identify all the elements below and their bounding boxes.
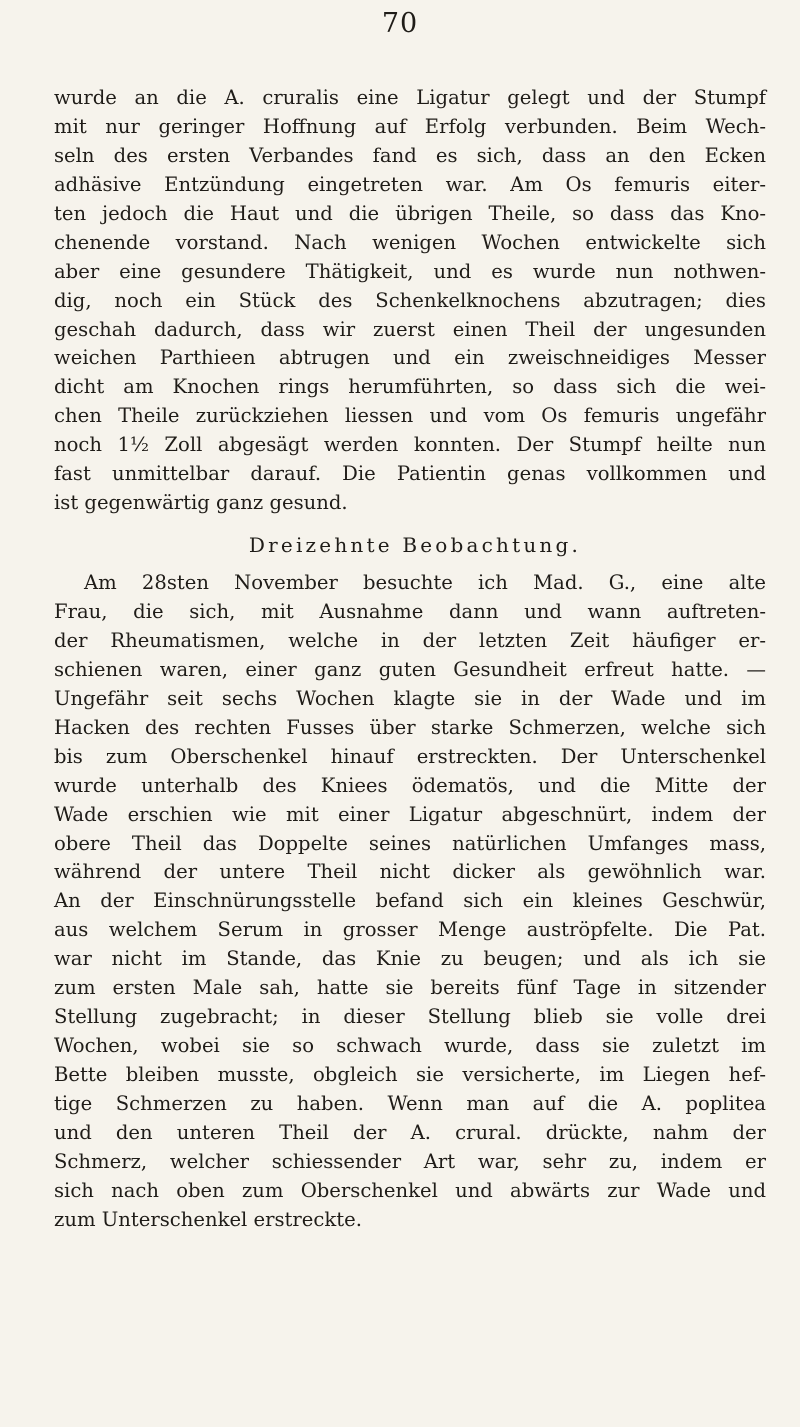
text-line: dig, noch ein Stück des Schenkelknochens abzutragen; dies <box>54 288 766 312</box>
text-line: bis zum Oberschenkel hinauf erstreckten. Der Unterschenkel <box>54 744 766 768</box>
text-line: ist gegenwärtig ganz gesund. <box>54 491 348 515</box>
text-line: Frau, die sich, mit Ausnahme dann und wann auftreten- <box>54 600 766 623</box>
text-line: dicht am Knochen rings herumführten, so dass sich die wei- <box>54 375 766 399</box>
text-line: obere Theil das Doppelte seines natürlichen Umfanges mass, <box>54 831 766 855</box>
text-line: tige Schmerzen zu haben. Wenn man auf die A. poplitea <box>54 1091 766 1115</box>
text-line: und den unteren Theil der A. crural. drückte, nahm der <box>54 1120 766 1144</box>
text-line: ten jedoch die Haut und die übrigen Theile, so dass das Kno- <box>54 201 766 225</box>
text-line: wurde an die A. cruralis eine Ligatur gelegt und der Stumpf <box>54 86 766 109</box>
text-line: der Rheumatismen, welche in der letzten Zeit häufiger er- <box>54 628 766 652</box>
paragraph-observation-thirteen <box>54 569 766 1235</box>
text-line: Schmerz, welcher schiessender Art war, sehr zu, indem er <box>54 1149 766 1173</box>
text-line: schienen waren, einer ganz guten Gesundheit erfreut hatte. — <box>54 657 766 681</box>
text-line: Bette bleiben musste, obgleich sie versicherte, im Liegen hef- <box>54 1063 766 1086</box>
text-line: geschah dadurch, dass wir zuerst einen Theil der ungesunden <box>54 317 766 341</box>
text-line: fast unmittelbar darauf. Die Patientin genas vollkommen und <box>54 462 766 486</box>
text-line: sich nach oben zum Oberschenkel und abwärts zur Wade und <box>54 1178 766 1202</box>
text-line: Am 28sten November besuchte ich Mad. G., eine alte <box>84 571 766 595</box>
text-line: zum Unterschenkel erstreckte. <box>54 1207 362 1231</box>
text-line: war nicht im Stande, das Knie zu beugen; und als ich sie <box>54 947 766 971</box>
text-line: Hacken des rechten Fusses über starke Schmerzen, welche sich <box>54 715 766 739</box>
text-line: aus welchem Serum in grosser Menge auströpfelte. Die Pat. <box>54 918 766 942</box>
text-line: zum ersten Male sah, hatte sie bereits fünf Tage in sitzender <box>54 976 766 1000</box>
section-heading: Dreizehnte Beobachtung. <box>248 533 582 558</box>
text-line: Wochen, wobei sie so schwach wurde, dass sie zuletzt im <box>54 1034 766 1058</box>
text-line: Wade erschien wie mit einer Ligatur abgeschnürt, indem der <box>54 802 766 826</box>
text-line: aber eine gesundere Thätigkeit, und es wurde nun nothwen- <box>54 259 766 283</box>
text-line: seln des ersten Verbandes fand es sich, dass an den Ecken <box>54 143 766 167</box>
text-line: chenende vorstand. Nach wenigen Wochen entwickelte sich <box>54 230 766 254</box>
text-line: mit nur geringer Hoffnung auf Erfolg verbunden. Beim Wech- <box>54 114 766 138</box>
text-line: Ungefähr seit sechs Wochen klagte sie in der Wade und im <box>54 686 766 710</box>
text-line: während der untere Theil nicht dicker als gewöhnlich war. <box>54 860 766 884</box>
text-line: adhäsive Entzündung eingetreten war. Am Os femuris eiter- <box>54 172 766 196</box>
paragraph-case-continuation <box>54 84 766 518</box>
text-line: chen Theile zurückziehen liessen und vom Os femuris ungefähr <box>54 404 766 428</box>
page-number: 70 <box>381 8 419 39</box>
text-line: weichen Parthieen abtrugen und ein zweischneidiges Messer <box>54 346 766 370</box>
body-text <box>54 84 766 1235</box>
text-line: An der Einschnürungsstelle befand sich ein kleines Geschwür, <box>54 889 766 913</box>
text-line: noch 1½ Zoll abgesägt werden konnten. Der Stumpf heilte nun <box>54 433 766 457</box>
text-line: Stellung zugebracht; in dieser Stellung blieb sie volle drei <box>54 1005 766 1029</box>
text-line: wurde unterhalb des Kniees ödematös, und die Mitte der <box>54 773 766 797</box>
